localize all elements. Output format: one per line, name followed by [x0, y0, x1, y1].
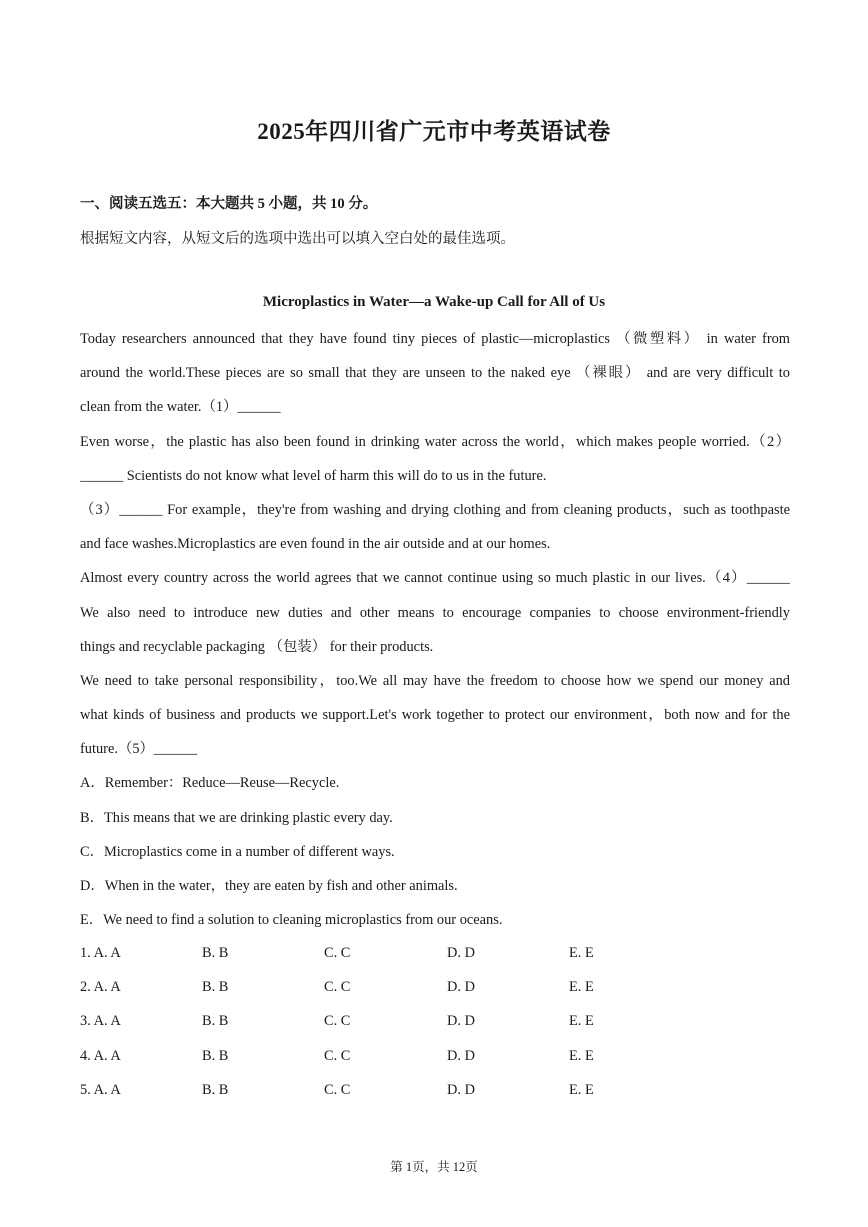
answer-row: [80, 1009, 680, 1043]
article-line: around the world.These pieces are so small that they are unseen to the naked eye （裸眼） and are very difficult to: [80, 365, 790, 382]
answer-row: [80, 941, 680, 975]
article-body: [80, 327, 790, 942]
answer-choice: D. D: [447, 979, 475, 996]
article-title: Microplastics in Water—a Wake-up Call for All of Us: [262, 294, 606, 310]
article-line: Even worse，the plastic has also been found in drinking water across the world，which makes people worried.（2）: [80, 433, 790, 450]
answer-choice: 4. A. A: [80, 1047, 121, 1064]
answer-choice: B. B: [202, 945, 229, 961]
answer-choice: E. E: [569, 1047, 594, 1064]
article-line: ______ Scientists do not know what level of harm this will do to us in the future.: [80, 467, 547, 484]
answer-row: [80, 1044, 680, 1078]
option-item: A．Remember：Reduce—Reuse—Recycle.: [80, 775, 340, 792]
answer-choice: B. B: [202, 979, 229, 996]
answer-choice: 5. A. A: [80, 1081, 121, 1098]
answer-choice: D. D: [447, 1081, 475, 1098]
option-item: E．We need to find a solution to cleaning microplastics from our oceans.: [80, 912, 503, 929]
answer-choice: C. C: [324, 1013, 351, 1030]
answer-choice: 3. A. A: [80, 1013, 121, 1030]
article-line: and face washes.Microplastics are even found in the air outside and at our homes.: [80, 536, 551, 553]
article-line: what kinds of business and products we support.Let's work together to protect our environment，both now and for the: [80, 707, 790, 724]
answer-choice: D. D: [447, 1013, 475, 1030]
answer-choice: 1. A. A: [80, 945, 121, 961]
article-line: （3）______ For example，they're from washing and drying clothing and from cleaning products，such as toothpaste: [80, 501, 790, 518]
article-line: clean from the water.（1）______: [80, 399, 281, 416]
answer-row: [80, 1078, 680, 1112]
answer-choice: D. D: [447, 1047, 475, 1064]
answer-choice: E. E: [569, 945, 594, 961]
answer-grid: [80, 941, 680, 1112]
article-line: We need to take personal responsibility，too.We all may have the freedom to choose how we spend our money and: [80, 672, 790, 689]
answer-choice: B. B: [202, 1013, 229, 1030]
page-title: 2025年四川省广元市中考英语试卷: [257, 119, 611, 144]
answer-choice: C. C: [324, 1047, 351, 1064]
answer-row: [80, 975, 680, 1009]
section-instruction: 根据短文内容，从短文后的选项中选出可以填入空白处的最佳选项。: [80, 231, 515, 247]
answer-choice: E. E: [569, 1081, 594, 1098]
option-item: B．This means that we are drinking plastic every day.: [80, 809, 393, 826]
answer-choice: E. E: [569, 979, 594, 996]
answer-choice: B. B: [202, 1081, 229, 1098]
answer-choice: E. E: [569, 1013, 594, 1030]
article-line: Almost every country across the world agrees that we cannot continue using so much plastic in our lives.（4）______: [80, 570, 790, 587]
answer-choice: C. C: [324, 945, 351, 961]
article-line: We also need to introduce new duties and other means to encourage companies to choose environment-friendly: [80, 604, 790, 621]
answer-choice: C. C: [324, 979, 351, 996]
answer-choice: B. B: [202, 1047, 229, 1064]
option-item: D．When in the water，they are eaten by fish and other animals.: [80, 878, 458, 894]
answer-choice: D. D: [447, 945, 475, 961]
page-footer: 第 1页，共 12页: [390, 1160, 478, 1174]
article-line: things and recyclable packaging （包装） for their products.: [80, 638, 434, 655]
option-item: C．Microplastics come in a number of different ways.: [80, 843, 395, 860]
section-heading: 一、阅读五选五：本大题共 5 小题，共 10 分。: [80, 196, 378, 212]
answer-choice: 2. A. A: [80, 979, 121, 996]
article-line: future.（5）______: [80, 741, 198, 758]
article-line: Today researchers announced that they have found tiny pieces of plastic—microplastics （微塑料） in water from: [80, 331, 790, 347]
answer-choice: C. C: [324, 1081, 351, 1098]
